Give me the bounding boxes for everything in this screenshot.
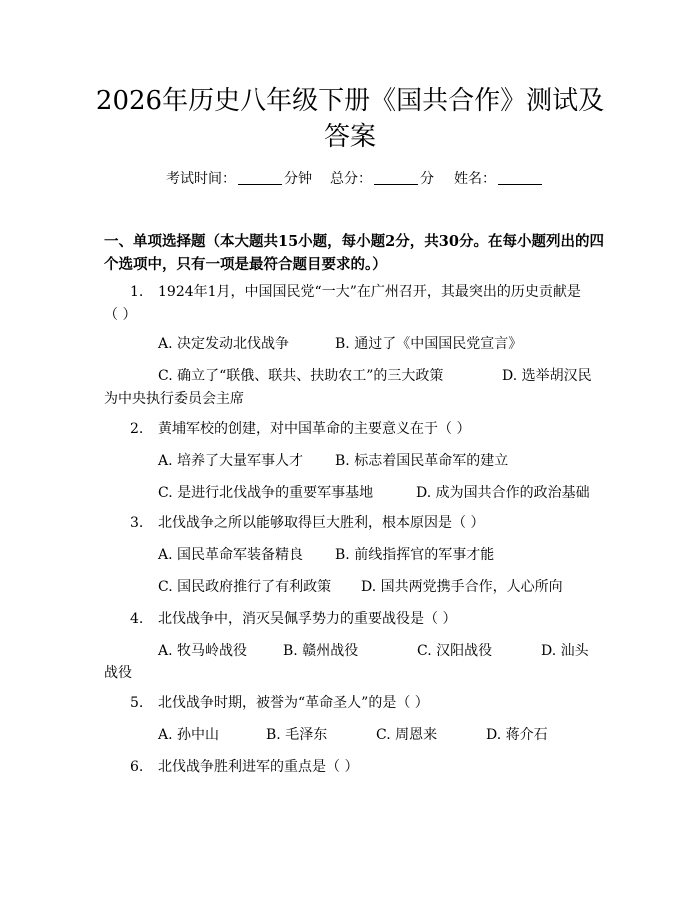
question-3-option-d[interactable]: D. 国共两党携手合作，人心所向 [361, 579, 563, 595]
question-2-option-b[interactable]: B. 标志着国民革命军的建立 [335, 453, 509, 469]
student-name-label: 姓名： [454, 171, 496, 187]
question-1-option-d-cont: 为中央执行委员会主席 [104, 391, 244, 407]
question-1-stem: 1924年1月，中国国民党“一大”在广州召开，其最突出的历史贡献是 [158, 284, 581, 300]
page-title-line2: 答案 [323, 122, 376, 152]
exam-time-unit: 分钟 [284, 171, 312, 187]
question-4-option-d[interactable]: D. 汕头 [541, 643, 589, 659]
question-1-option-b[interactable]: B. 通过了《中国国民党宣言》 [335, 336, 523, 352]
question-2-option-d[interactable]: D. 成为国共合作的政治基础 [416, 485, 590, 501]
student-name-field [454, 168, 544, 188]
question-2-option-a[interactable]: A. 培养了大量军事人才 [158, 453, 304, 469]
question-4-stem: 北伐战争中，消灭吴佩孚势力的重要战役是（ ） [158, 611, 457, 627]
question-4-option-d-cont: 战役 [104, 665, 132, 681]
question-4-option-a[interactable]: A. 牧马岭战役 [158, 643, 248, 659]
question-3-option-b[interactable]: B. 前线指挥官的军事才能 [335, 547, 495, 563]
question-2-number: 2. [130, 421, 144, 437]
student-name-blank[interactable] [498, 170, 542, 185]
total-score-label: 总分： [330, 171, 372, 187]
question-5-option-c[interactable]: C. 周恩来 [376, 727, 438, 743]
question-3-number: 3. [130, 515, 144, 531]
question-6-stem: 北伐战争胜利进军的重点是（ ） [158, 759, 359, 775]
question-5-option-a[interactable]: A. 孙中山 [158, 727, 220, 743]
question-1-option-a[interactable]: A. 决定发动北伐战争 [158, 336, 290, 352]
exam-time-field [166, 168, 312, 188]
page-title-line1: 2026年历史八年级下册《国共合作》测试及 [95, 86, 605, 116]
question-5-option-d[interactable]: D. 蒋介石 [486, 727, 548, 743]
question-5-option-b[interactable]: B. 毛泽东 [266, 727, 328, 743]
exam-time-blank[interactable] [238, 170, 282, 185]
total-score-field [330, 168, 434, 188]
question-1-stem-cont: （ ） [104, 307, 137, 323]
question-4-option-c[interactable]: C. 汉阳战役 [417, 643, 493, 659]
question-1-option-d[interactable]: D. 选举胡汉民 [502, 368, 592, 384]
question-5-number: 5. [130, 695, 144, 711]
question-5-stem: 北伐战争时期，被誉为“革命圣人”的是（ ） [158, 695, 429, 711]
question-6-number: 6. [130, 759, 144, 775]
question-3-option-c[interactable]: C. 国民政府推行了有利政策 [158, 579, 332, 595]
question-3-stem: 北伐战争之所以能够取得巨大胜利，根本原因是（ ） [158, 515, 485, 531]
question-4-number: 4. [130, 611, 144, 627]
question-2-stem: 黄埔军校的创建，对中国革命的主要意义在于（ ） [158, 421, 471, 437]
section-heading-line2: 个选项中，只有一项是最符合题目要求的。） [104, 256, 387, 273]
question-1-number: 1. [130, 284, 144, 300]
question-3-option-a[interactable]: A. 国民革命军装备精良 [158, 547, 304, 563]
question-1-option-c[interactable]: C. 确立了“联俄、联共、扶助农工”的三大政策 [158, 368, 444, 384]
total-score-blank[interactable] [374, 170, 418, 185]
total-score-unit: 分 [420, 171, 434, 187]
section-heading-line1: 一、单项选择题（本大题共15小题，每小题2分，共30分。在每小题列出的四 [104, 233, 604, 250]
question-4-option-b[interactable]: B. 赣州战役 [283, 643, 359, 659]
question-2-option-c[interactable]: C. 是进行北伐战争的重要军事基地 [158, 485, 374, 501]
exam-time-label: 考试时间： [166, 171, 236, 187]
